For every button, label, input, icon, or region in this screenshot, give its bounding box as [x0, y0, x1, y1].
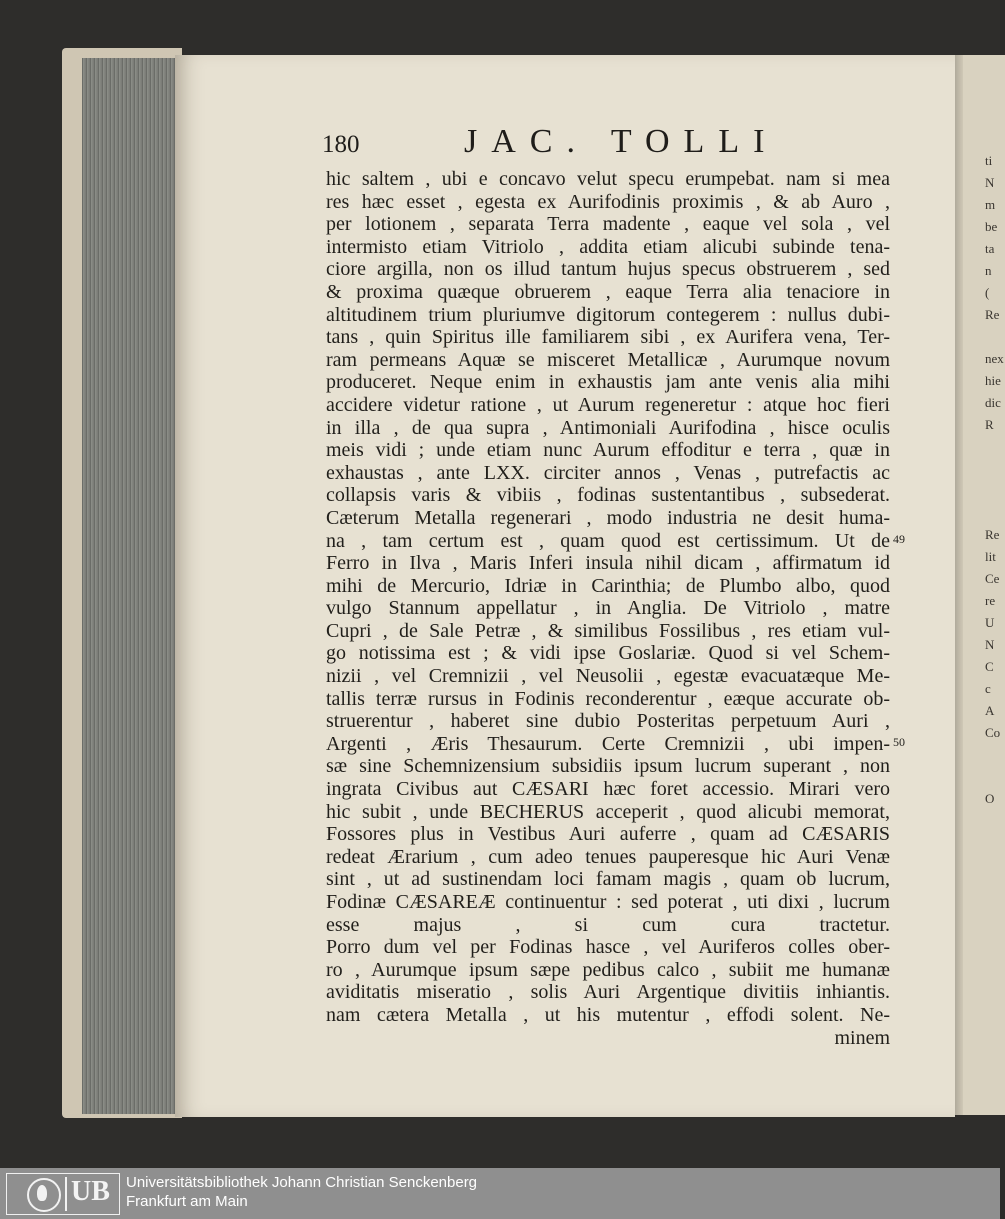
running-head: JAC. TOLLI — [464, 123, 779, 160]
facing-page-text: ti N m be ta n ( Re nex hie dic R Re lit Ce re U N C c A Co O — [985, 153, 1004, 806]
page-header — [322, 125, 962, 163]
text-line: ingrata Civibus aut CÆSARI hæc foret accessio. Mirari vero — [326, 778, 890, 801]
text-line: exhaustas , ante LXX. circiter annos , Venas , putrefactis ac — [326, 461, 890, 484]
page-body-text — [326, 168, 890, 1049]
text-line: accidere videtur ratione , ut Aurum regeneretur : atque hoc fieri — [326, 393, 890, 416]
text-line: na , tam certum est , quam quod est certissimum. Ut de — [326, 529, 890, 552]
text-line: Fossores plus in Vestibus Auri auferre , quam ad CÆSARIS — [326, 823, 890, 846]
text-line: ciore argilla, non os illud tantum hujus specus obstruerem , sed — [326, 258, 890, 281]
text-line: in illa , de qua supra , Antimoniali Aurifodina , hisce oculis — [326, 416, 890, 439]
page-number: 180 — [322, 131, 360, 158]
text-line: esse majus , si cum cura tractetur. — [326, 913, 890, 936]
text-line: struerentur , haberet sine dubio Posteritas perpetuum Auri , — [326, 710, 890, 733]
text-line: res hæc esset , egesta ex Aurifodinis proximis , & ab Auro , — [326, 190, 890, 213]
text-line: hic saltem , ubi e concavo velut specu erumpebat. nam si mea — [326, 168, 890, 190]
text-line: sint , ut ad sustinendam loci famam magis , quam ob lucrum, — [326, 868, 890, 891]
text-line: hic subit , unde BECHERUS acceperit , quod alicubi memorat, — [326, 800, 890, 823]
text-line: sæ sine Schemnizensium subsidiis ipsum lucrum superant , non — [326, 755, 890, 778]
margin-line-number: 49 — [893, 532, 905, 546]
text-line: collapsis varis & vibiis , fodinas sustentantibus , subsederat. — [326, 484, 890, 507]
text-line: vulgo Stannum appellatur , in Anglia. De Vitriolo , matre — [326, 597, 890, 620]
text-line: ro , Aurumque ipsum sæpe pedibus calco , subiit me humanæ — [326, 958, 890, 981]
logo-text: UB — [71, 1176, 110, 1207]
text-line: produceret. Neque enim in exhaustis jam ante venis alia mihi — [326, 371, 890, 394]
text-line: meis vidi ; unde etiam nunc Aurum effoditur e terra , quæ in — [326, 439, 890, 462]
text-line: Fodinæ CÆSAREÆ continuentur : sed poterat , uti dixi , lucrum — [326, 891, 890, 913]
library-footer — [0, 1168, 1000, 1219]
text-line: per lotionem , separata Terra madente , eaque vel sola , vel — [326, 213, 890, 236]
page-edges — [82, 58, 178, 1114]
text-line: redeat Ærarium , cum adeo tenues pauperesque hic Auri Venæ — [326, 845, 890, 868]
text-line: go notissima est ; & vidi ipse Goslariæ. Quod si vel Schem- — [326, 642, 890, 665]
library-seal-icon — [27, 1178, 61, 1212]
institution-location: Frankfurt am Main — [126, 1193, 248, 1210]
text-line: Ferro in Ilva , Maris Inferi insula nihil dicam , affirmatum id — [326, 552, 890, 575]
logo-divider — [65, 1177, 67, 1211]
margin-line-number: 50 — [893, 735, 905, 749]
text-line: Cupri , de Sale Petræ , & similibus Fossilibus , res etiam vul- — [326, 619, 890, 642]
text-line: Cæterum Metalla regenerari , modo industria ne desit huma- — [326, 506, 890, 529]
text-line: tallis terræ rursus in Fodinis reconderentur , eæque accurate ob- — [326, 687, 890, 710]
ub-logo[interactable] — [6, 1173, 120, 1215]
text-line: aviditatis miseratio , solis Auri Argentique divitiis inhiantis. — [326, 981, 890, 1004]
text-line: & proxima quæque obruerem , eaque Terra alia tenaciore in — [326, 280, 890, 303]
text-line: mihi de Mercurio, Idriæ in Carinthia; de Plumbo albo, quod — [326, 574, 890, 597]
text-line: ram permeans Aquæ se misceret Metallicæ , Aurumque novum — [326, 348, 890, 371]
text-line: nizii , vel Cremnizii , vel Neusolii , egestæ evacuatæque Me- — [326, 665, 890, 688]
text-line: minem — [834, 1026, 890, 1049]
institution-name: Universitätsbibliothek Johann Christian Senckenberg — [126, 1174, 478, 1191]
text-line: Porro dum vel per Fodinas hasce , vel Auriferos colles ober- — [326, 936, 890, 959]
text-line: Argenti , Æris Thesaurum. Certe Cremnizii , ubi impen- — [326, 732, 890, 755]
text-line: altitudinem trium pluriumve digitorum contegerem : nullus dubi- — [326, 303, 890, 326]
text-line: nam cætera Metalla , ut his mutentur , effodi solent. Ne- — [326, 1003, 890, 1026]
text-line: tans , quin Spiritus ille familiarem sibi , ex Aurifera vena, Ter- — [326, 326, 890, 349]
text-line: intermisto etiam Vitriolo , addita etiam alicubi subinde tena- — [326, 235, 890, 258]
